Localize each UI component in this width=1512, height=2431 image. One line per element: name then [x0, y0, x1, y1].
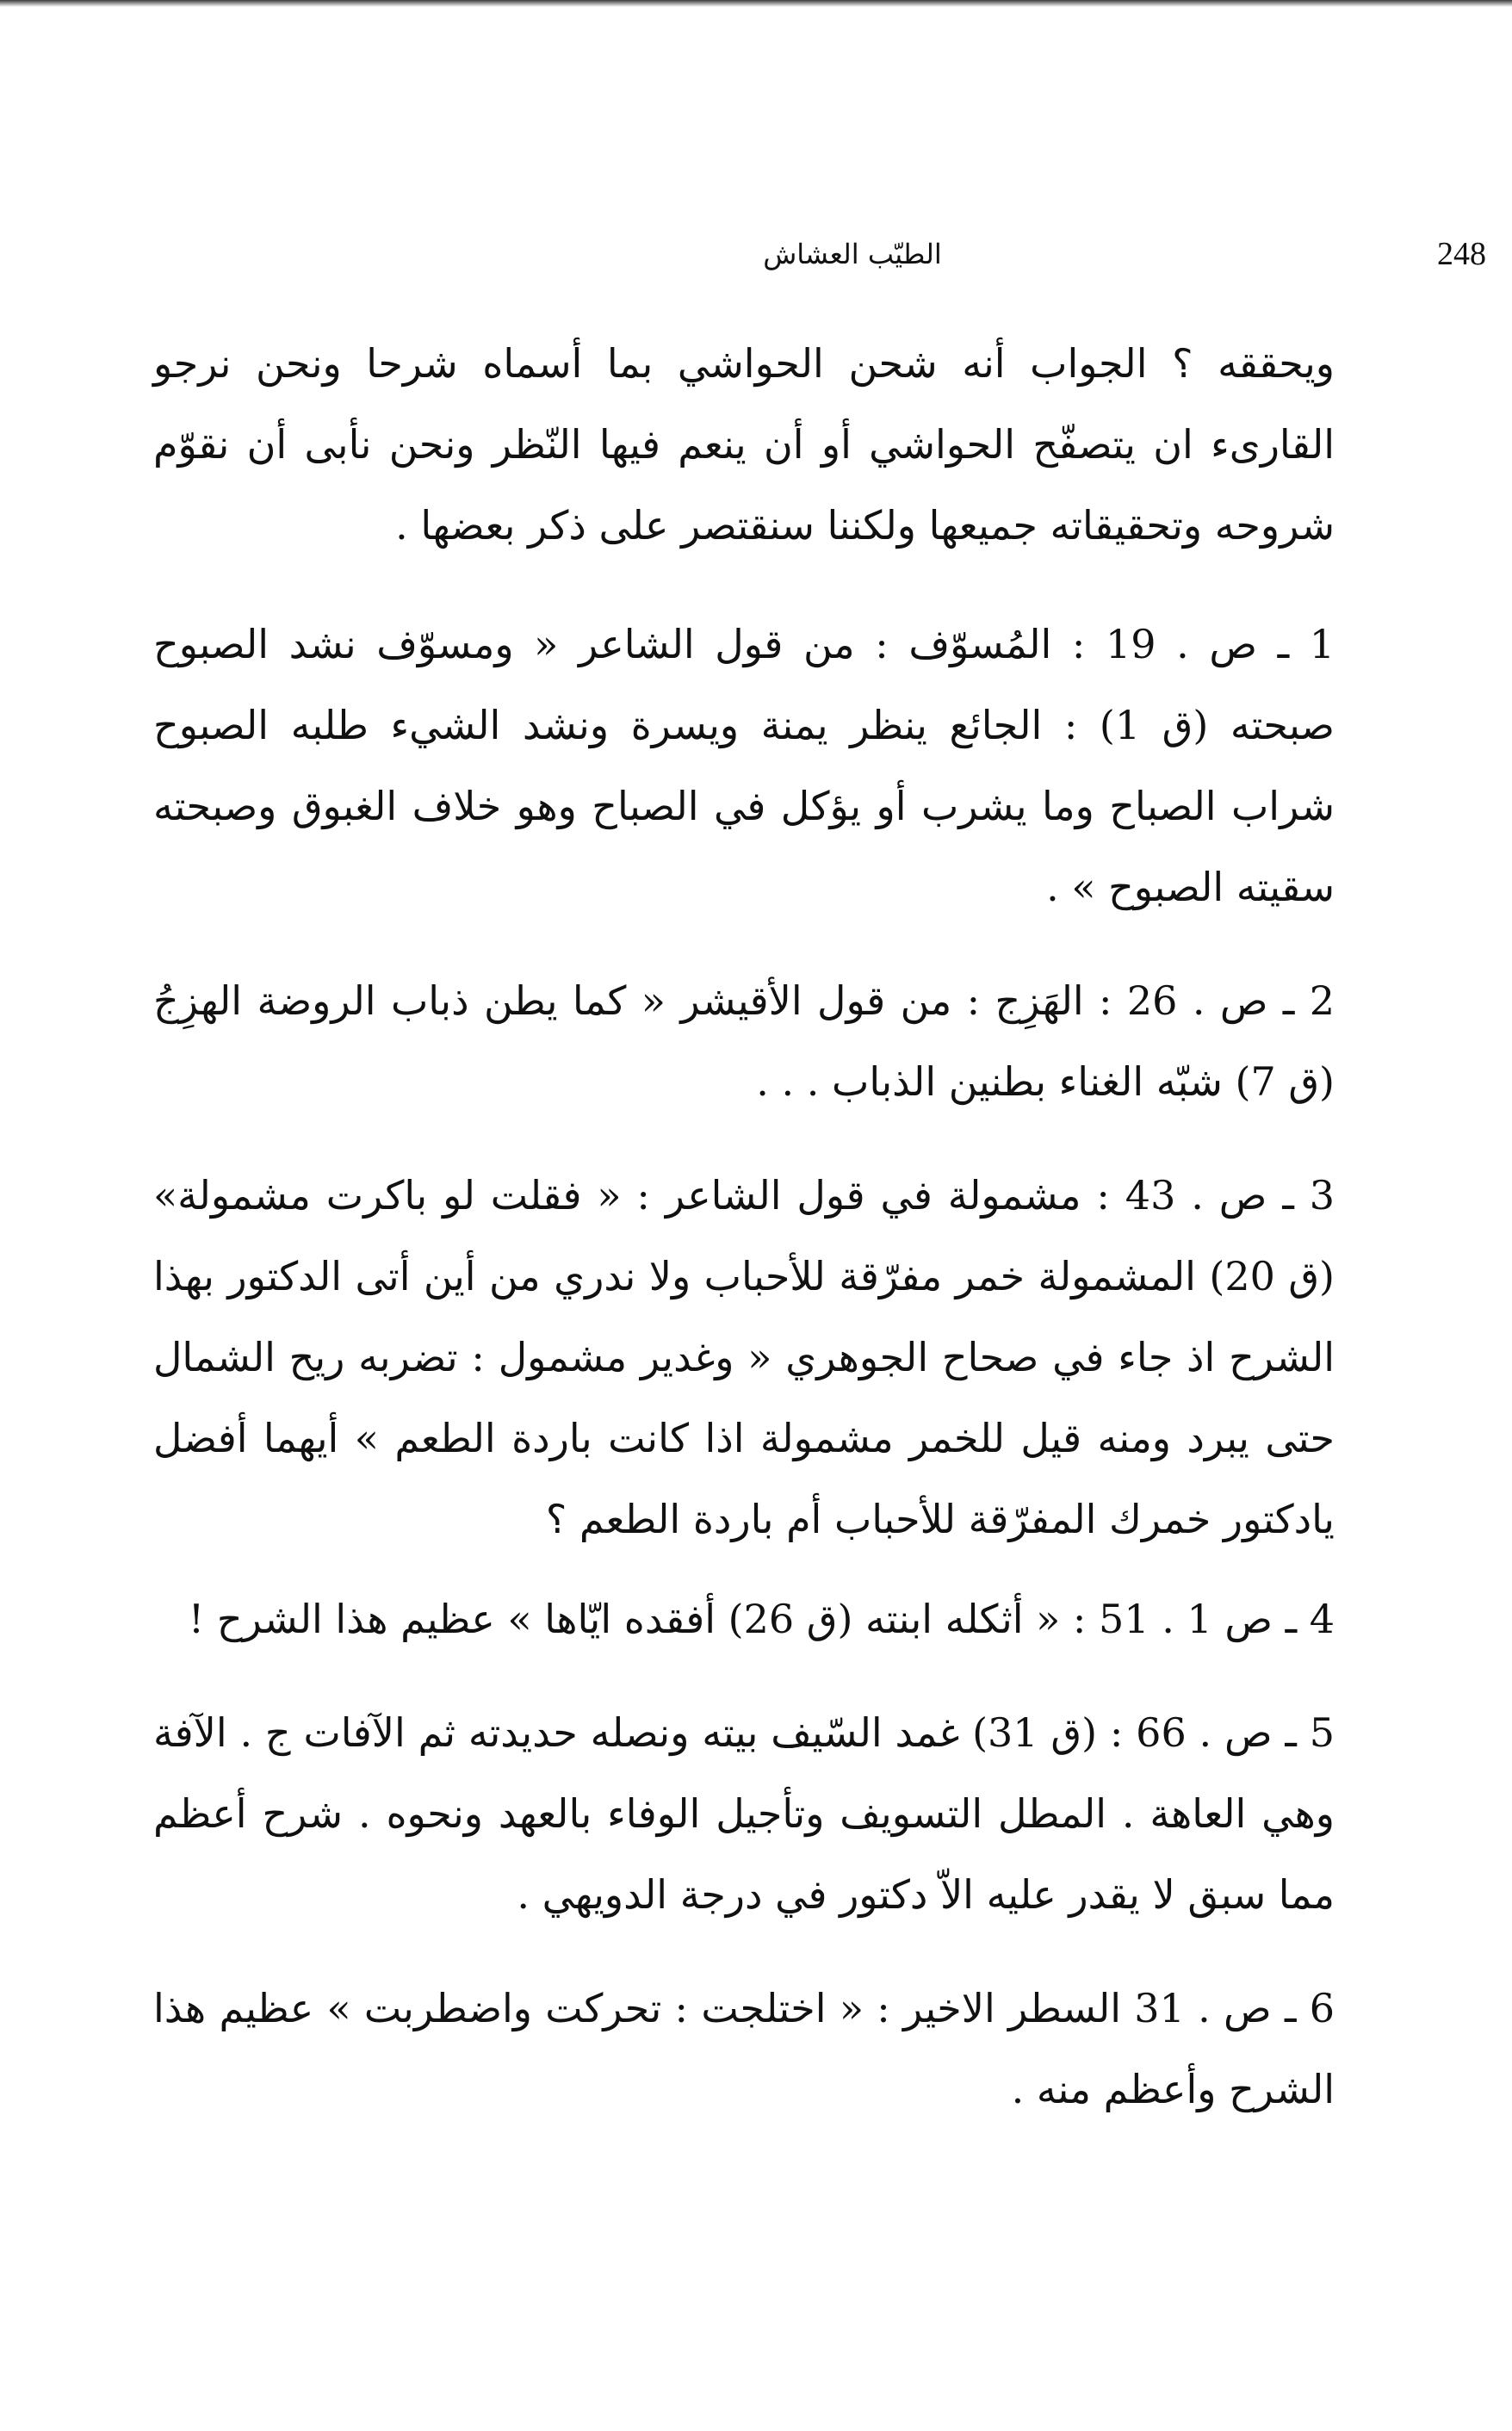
intro-paragraph: ويحققه ؟ الجواب أنه شحن الحواشي بما أسماه شرحا ونحن نرجو القارىء ان يتصفّح الحواشي أو أن ينعم فيها النّظر ونحن نأبى أن نقوّم شروحه وتحقيقاته جميعها ولكننا سنقتصر على ذكر بعضها . — [153, 340, 1335, 549]
page-body — [153, 323, 1335, 2162]
note-2-paragraph: 2 ـ ص . 26 : الهَزِج : من قول الأقيشر « كما يطن ذباب الروضة الهزِجُ (ق 7) شبّه الغناء بطنين الذباب . . . — [153, 977, 1335, 1105]
note-5-paragraph: 5 ـ ص . 66 : (ق 31) غمد السّيف بيته ونصله حديدته ثم الآفات ج . الآفة وهي العاهة . المطل التسويف وتأجيل الوفاء بالعهد ونحوه . شرح أعظم مما سبق لا يقدر عليه الاّ دكتور في درجة الدويهي . — [153, 1709, 1335, 1918]
note-6-paragraph: 6 ـ ص . 31 السطر الاخير : « اختلجت : تحركت واضطربت » عظيم هذا الشرح وأعظم منه . — [153, 1985, 1335, 2112]
scan-top-edge — [0, 0, 1512, 7]
note-4-paragraph: 4 ـ ص 1 . 51 : « أثكله ابنته (ق 26) أفقده ايّاها » عظيم هذا الشرح ! — [188, 1596, 1335, 1642]
note-3-paragraph: 3 ـ ص . 43 : مشمولة في قول الشاعر : « فقلت لو باكرت مشمولة» (ق 20) المشمولة خمر مفرّقة للأحباب ولا ندري من أين أتى الدكتور بهذا الشرح اذ جاء في صحاح الجوهري « وغدير مشمول : تضربه ريح الشمال حتى يبرد ومنه قيل للخمر مشمولة اذا كانت باردة الطعم » أيهما أفضل يادكتور خمرك المفرّقة للأحباب أم باردة الطعم ؟ — [153, 1172, 1335, 1542]
running-title: الطيّب العشاش — [763, 238, 942, 270]
page-header — [155, 228, 1486, 280]
note-1-paragraph: 1 ـ ص . 19 : المُسوّف : من قول الشاعر « ومسوّف نشد الصبوح صبحته (ق 1) : الجائع ينظر يمنة ويسرة ونشد الشيء طلبه الصبوح شراب الصباح وما يشرب أو يؤكل في الصباح وهو خلاف الغبوق وصبحته سقيته الصبوح » . — [153, 621, 1335, 910]
page-number: 248 — [1437, 236, 1486, 272]
